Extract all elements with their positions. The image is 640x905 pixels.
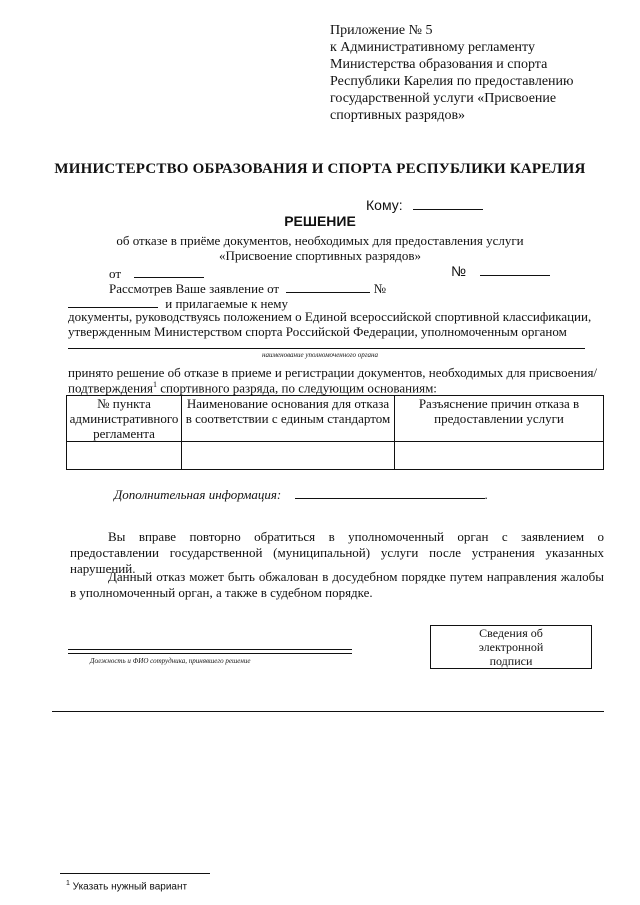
considered-number-label: № <box>373 281 387 296</box>
appendix-line: спортивных разрядов» <box>330 108 466 123</box>
appendix-line: к Административному регламенту <box>330 40 535 55</box>
decision-line1: принято решение об отказе в приеме и регистрации документов, необходимых для присвоения/ <box>68 365 598 380</box>
signature-caption: Должность и ФИО сотрудника, принявшего решение <box>90 657 251 665</box>
decision-subtitle-line2: «Присвоение спортивных разрядов» <box>219 248 421 263</box>
additional-info: Дополнительная информация: . <box>114 487 488 502</box>
table-cell[interactable] <box>395 442 604 470</box>
additional-label: Дополнительная информация: <box>114 487 282 502</box>
signature-line-2 <box>68 653 352 654</box>
footnote-text: Указать нужный вариант <box>69 881 188 893</box>
application-number-blank[interactable] <box>68 294 158 308</box>
ministry-title: МИНИСТЕРСТВО ОБРАЗОВАНИЯ И СПОРТА РЕСПУБЛИКИ КАРЕЛИЯ <box>54 161 586 177</box>
from-date-blank[interactable] <box>134 264 204 278</box>
number-blank[interactable] <box>480 262 550 276</box>
to-blank[interactable] <box>413 196 483 210</box>
considered-label: Рассмотрев Ваше заявление от <box>109 281 280 296</box>
from-label: от <box>109 266 122 281</box>
attached-label: и прилагаемые к нему <box>165 296 289 311</box>
appendix-line: Приложение № 5 <box>330 23 433 38</box>
to-label: Кому: <box>366 197 403 213</box>
application-date-blank[interactable] <box>286 279 370 293</box>
table-row <box>67 442 604 470</box>
electronic-signature-box: Сведения об электронной подписи <box>430 625 592 669</box>
table-header-cell: Разъяснение причин отказа в предоставлении услуги <box>395 396 604 442</box>
table-cell[interactable] <box>67 442 182 470</box>
organ-caption: наименование уполномоченного органа <box>262 351 378 359</box>
number-field <box>451 262 550 279</box>
appendix-line: государственной услуги «Присвоение <box>330 91 557 106</box>
table-cell[interactable] <box>182 442 395 470</box>
appendix-line: Республики Карелия по предоставлению <box>330 74 574 89</box>
appendix-line: Министерства образования и спорта <box>330 57 548 72</box>
separator-line <box>52 711 604 712</box>
footnote-rule <box>60 873 210 874</box>
paragraph-appeal: Данный отказ может быть обжалован в досудебном порядке путем направления жалобы в уполномоченный орган, а также в судебном порядке. <box>70 569 604 600</box>
grounds-table <box>66 395 604 470</box>
paragraph-reapply: Вы вправе повторно обратиться в уполномоченный орган с заявлением о предоставлении государственной (муниципальной) услуги после устранения указанных нарушений. <box>70 529 604 576</box>
footnote-mark: 1 <box>66 880 70 887</box>
decision-title: РЕШЕНИЕ <box>284 213 356 229</box>
organ-name-line[interactable] <box>68 348 585 349</box>
appendix-block <box>330 22 630 124</box>
documents-line1: документы, руководствуясь положением о Единой всероссийской спортивной классификации, <box>68 309 592 324</box>
footnote <box>66 880 187 892</box>
table-header-row <box>67 396 604 442</box>
to-field <box>366 196 483 213</box>
additional-blank[interactable] <box>295 485 485 499</box>
table-header-cell: № пункта административного регламента <box>67 396 182 442</box>
decision-subtitle-line1: об отказе в приёме документов, необходимых для предоставления услуги <box>116 233 524 248</box>
footnote-ref: 1 <box>152 380 157 389</box>
documents-line2: утвержденным Министерством спорта Российской Федерации, уполномоченным органом <box>68 324 567 339</box>
signature-line[interactable] <box>68 649 352 650</box>
table-header-cell: Наименование основания для отказа в соответствии с единым стандартом <box>182 396 395 442</box>
decision-line2: подтверждения$^1$ спортивного разряда, по следующим основаниям: <box>68 380 437 396</box>
number-label: № <box>451 263 467 279</box>
